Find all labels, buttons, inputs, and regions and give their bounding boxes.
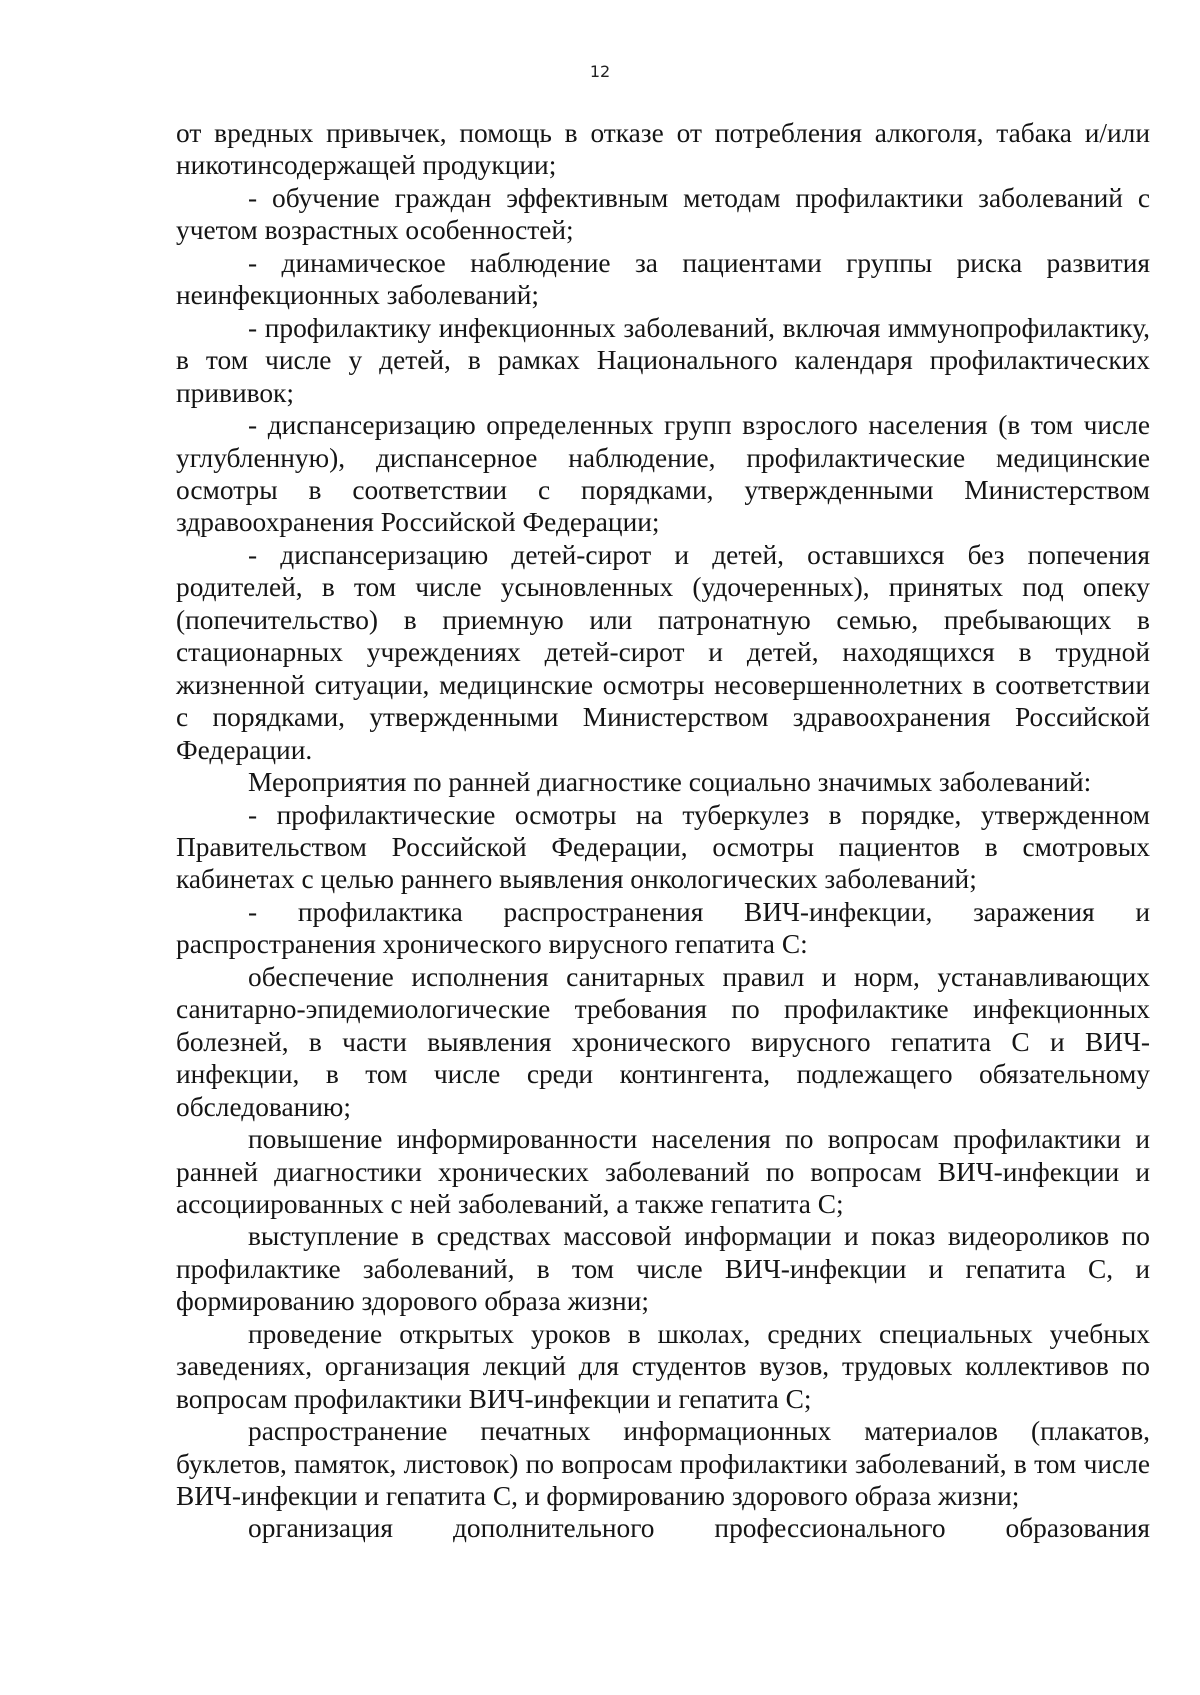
paragraph-education: - обучение граждан эффективным методам профилактики заболеваний с учетом возрастных особенностей; [176, 182, 1150, 246]
paragraph-awareness: повышение информированности населения по вопросам профилактики и ранней диагностики хронических заболеваний по вопросам ВИЧ-инфекции и ассоциированных с ней заболеваний, а также гепатита С; [176, 1124, 1150, 1219]
paragraph-infection-prevention: - профилактику инфекционных заболеваний, включая иммунопрофилактику, в том числе у детей, в рамках Национального календаря профилактических прививок; [176, 312, 1150, 408]
paragraph-media: выступление в средствах массовой информации и показ видеороликов по профилактике заболеваний, в том числе ВИЧ-инфекции и гепатита С, и формированию здорового образа жизни; [176, 1221, 1150, 1317]
paragraph-hiv-prevention: - профилактика распространения ВИЧ-инфекции, заражения и распространения хронического вирусного гепатита С: [176, 896, 1150, 960]
paragraph-printed-materials: распространение печатных информационных материалов (плакатов, буклетов, памяток, листовок) по вопросам профилактики заболеваний, в том числе ВИЧ-инфекции и гепатита С, и формированию здорового образа жизни; [176, 1416, 1150, 1512]
paragraph-tuberculosis: - профилактические осмотры на туберкулез в порядке, утвержденном Правительством Российской Федерации, осмотры пациентов в смотровых кабинетах с целью раннего выявления онкологических заболеваний; [176, 799, 1150, 895]
paragraph-adult-screening: - диспансеризацию определенных групп взрослого населения (в том числе углубленную), диспансерное наблюдение, профилактические медицинские осмотры в соответствии с порядками, утвержденными Министерством здравоохранения Российской Федерации; [176, 410, 1150, 538]
paragraph-open-lessons: проведение открытых уроков в школах, средних специальных учебных заведениях, организация лекций для студентов вузов, трудовых коллективов по вопросам профилактики ВИЧ-инфекции и гепатита С; [176, 1318, 1150, 1414]
document-body [176, 117, 1150, 1545]
paragraph-professional-education: организация дополнительного профессионального образования [248, 1513, 1150, 1544]
paragraph-continuation: от вредных привычек, помощь в отказе от потребления алкоголя, табака и/или никотинсодержащей продукции; [176, 118, 1150, 181]
paragraph-early-diagnostics-heading: Мероприятия по ранней диагностике социально значимых заболеваний: [248, 767, 1092, 798]
paragraph-orphan-screening: - диспансеризацию детей-сирот и детей, оставшихся без попечения родителей, в том числе усыновленных (удочеренных), принятых под опеку (попечительство) в приемную или патронатную семью, пребывающих в стационарных учреждениях детей-сирот и детей, находящихся в трудной жизненной ситуации, медицинские осмотры несовершеннолетних в соответствии с порядками, утвержденными Министерством здравоохранения Российской Федерации. [176, 539, 1150, 765]
paragraph-sanitary-rules: обеспечение исполнения санитарных правил и норм, устанавливающих санитарно-эпидемиологические требования по профилактике инфекционных болезней, в части выявления хронического вирусного гепатита С и ВИЧ-инфекции, в том числе среди контингента, подлежащего обязательному обследованию; [176, 961, 1150, 1122]
paragraph-monitoring: - динамическое наблюдение за пациентами группы риска развития неинфекционных заболеваний; [176, 247, 1150, 311]
page-number: 12 [589, 62, 611, 81]
